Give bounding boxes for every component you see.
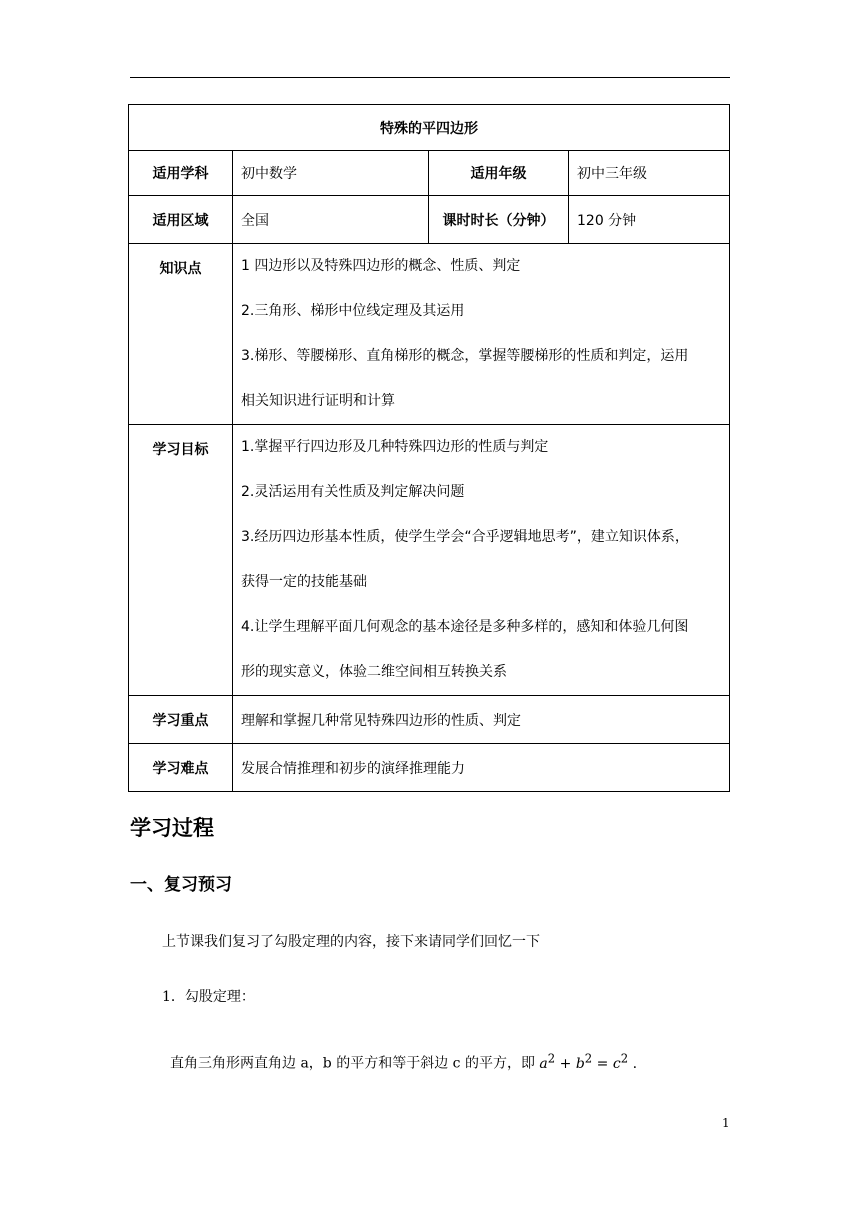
- duration-label: 课时时长（分钟）: [429, 196, 569, 244]
- goal-line: 2.灵活运用有关性质及判定解决问题: [241, 484, 465, 500]
- difficulty-value: 发展合情推理和初步的演绎推理能力: [233, 744, 730, 792]
- knowledge-label: 知识点: [129, 244, 233, 425]
- header-rule: [130, 77, 730, 78]
- knowledge-line: 相关知识进行证明和计算: [241, 393, 395, 409]
- goal-line: 3.经历四边形基本性质，使学生学会“合乎逻辑地思考”，建立知识体系，: [241, 529, 689, 545]
- difficulty-label: 学习难点: [129, 744, 233, 792]
- goals-label: 学习目标: [129, 425, 233, 696]
- goal-line: 4.让学生理解平面几何观念的基本途径是多种多样的，感知和体验几何图: [241, 619, 689, 635]
- focus-label: 学习重点: [129, 696, 233, 744]
- pythagorean-formula: $a^2 + b^2 = c^2$ .: [539, 1051, 638, 1072]
- subject-value: 初中数学: [233, 151, 429, 196]
- theorem-text: 直角三角形两直角边 a，b 的平方和等于斜边 c 的平方，即: [170, 1055, 535, 1072]
- knowledge-line: 2.三角形、梯形中位线定理及其运用: [241, 303, 465, 319]
- goal-line: 1.掌握平行四边形及几种特殊四边形的性质与判定: [241, 439, 549, 455]
- knowledge-content: [233, 244, 730, 425]
- knowledge-line: 3.梯形、等腰梯形、直角梯形的概念，掌握等腰梯形的性质和判定，运用: [241, 348, 689, 364]
- grade-label: 适用年级: [429, 151, 569, 196]
- goal-line: 获得一定的技能基础: [241, 574, 367, 590]
- region-label: 适用区域: [129, 196, 233, 244]
- subsection-heading: 一、复习预习: [130, 875, 232, 895]
- focus-value: 理解和掌握几种常见特殊四边形的性质、判定: [233, 696, 730, 744]
- document-title: 特殊的平四边形: [129, 105, 730, 151]
- region-value: 全国: [233, 196, 429, 244]
- theorem-paragraph: [170, 1051, 637, 1073]
- page-number: 1: [722, 1116, 730, 1130]
- lesson-info-table: [128, 104, 730, 792]
- grade-value: 初中三年级: [569, 151, 730, 196]
- duration-value: 120 分钟: [569, 196, 730, 244]
- goal-line: 形的现实意义，体验二维空间相互转换关系: [241, 664, 507, 680]
- section-heading: 学习过程: [130, 816, 214, 840]
- goals-content: [233, 425, 730, 696]
- subject-label: 适用学科: [129, 151, 233, 196]
- knowledge-line: 1 四边形以及特殊四边形的概念、性质、判定: [241, 258, 521, 274]
- intro-paragraph: 上节课我们复习了勾股定理的内容，接下来请同学们回忆一下: [162, 934, 540, 950]
- theorem-item-label: 1．勾股定理：: [162, 989, 255, 1005]
